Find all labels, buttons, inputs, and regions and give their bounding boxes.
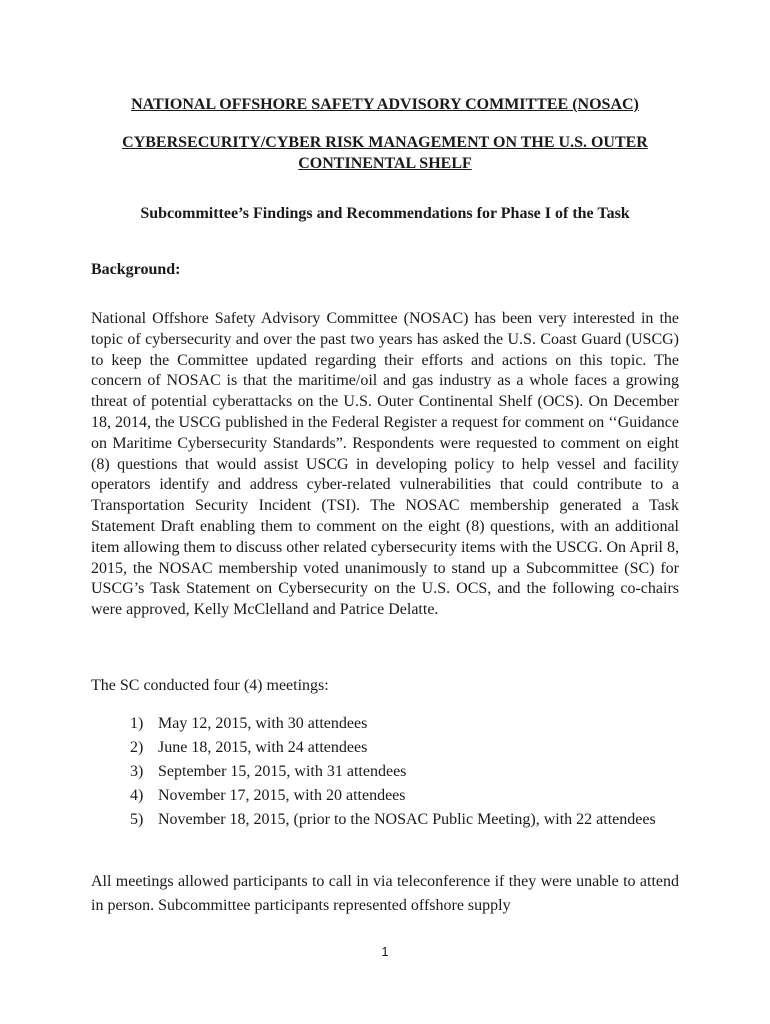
meeting-text: September 15, 2015, with 31 attendees bbox=[158, 763, 407, 780]
meeting-text: November 18, 2015, (prior to the NOSAC Public Meeting), with 22 attendees bbox=[158, 811, 656, 828]
meeting-number: 3) bbox=[130, 763, 144, 780]
meeting-item bbox=[130, 712, 679, 736]
closing-paragraph: All meetings allowed participants to call in via teleconference if they were unable to attend in person. Subcommittee participants represented offshore supply bbox=[91, 873, 679, 914]
committee-title: NATIONAL OFFSHORE SAFETY ADVISORY COMMITTEE (NOSAC) bbox=[131, 96, 639, 113]
meeting-text: May 12, 2015, with 30 attendees bbox=[158, 715, 368, 732]
meeting-item bbox=[130, 808, 679, 832]
page-number: 1 bbox=[381, 944, 389, 959]
meeting-number: 2) bbox=[130, 739, 144, 756]
background-heading: Background: bbox=[91, 261, 181, 278]
meeting-item bbox=[130, 736, 679, 760]
meeting-item bbox=[130, 760, 679, 784]
intro-paragraph: National Offshore Safety Advisory Committee (NOSAC) has been very interested in the topic of cybersecurity and over the past two years has asked the U.S. Coast Guard (USCG) to keep the Committee updated regarding their efforts and actions on this topic. The concern of NOSAC is that the maritime/oil and gas industry as a whole faces a growing threat of potential cyberattacks on the U.S. Outer Continental Shelf (OCS). On December 18, 2014, the USCG published in the Federal Register a request for comment on ‘‘Guidance on Maritime Cybersecurity Standards”. Respondents were requested to comment on eight (8) questions that would assist USCG in developing policy to help vessel and facility operators identify and address cyber-related vulnerabilities that could contribute to a Transportation Security Incident (TSI). The NOSAC membership generated a Task Statement Draft enabling them to comment on the eight (8) questions, with an additional item allowing them to discuss other related cybersecurity items with the USCG. On April 8, 2015, the NOSAC membership voted unanimously to stand up a Subcommittee (SC) for USCG’s Task Statement on Cybersecurity on the U.S. OCS, and the following co-chairs were approved, Kelly McClelland and Patrice Delatte. bbox=[91, 310, 680, 619]
meeting-text: November 17, 2015, with 20 attendees bbox=[158, 787, 406, 804]
meeting-item bbox=[130, 784, 679, 808]
meeting-text: June 18, 2015, with 24 attendees bbox=[158, 739, 368, 756]
document-subtitle: Subcommittee’s Findings and Recommendations for Phase I of the Task bbox=[140, 205, 630, 222]
meetings-intro: The SC conducted four (4) meetings: bbox=[91, 677, 329, 694]
meeting-list bbox=[130, 712, 679, 832]
topic-title: CYBERSECURITY/CYBER RISK MANAGEMENT ON THE U.S. OUTER CONTINENTAL SHELF bbox=[122, 134, 648, 172]
meeting-number: 4) bbox=[130, 787, 144, 804]
meeting-number: 1) bbox=[130, 715, 144, 732]
meeting-number: 5) bbox=[130, 811, 144, 828]
